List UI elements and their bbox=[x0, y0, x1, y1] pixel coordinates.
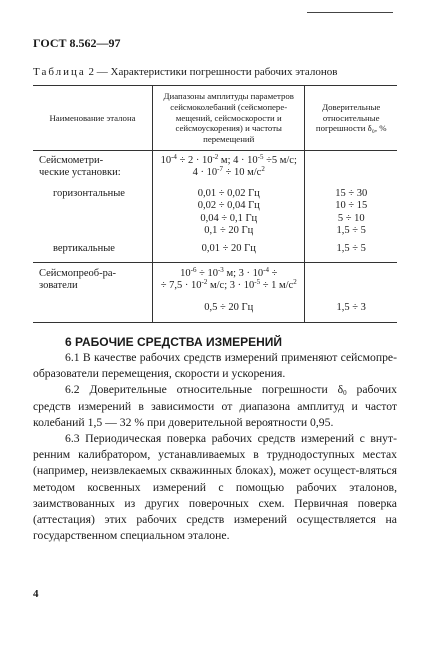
horizontal-freq: 0,01 ÷ 0,02 Гц bbox=[197, 187, 260, 199]
table-row bbox=[33, 237, 397, 262]
group2-range-line1: $10^{-6} \div 10^{-3}$ м; $3 \cdot 10^{-4}$ ÷ bbox=[180, 265, 278, 279]
table-caption-word: Таблица bbox=[33, 66, 86, 78]
group1-name-line1: Сейсмометри- bbox=[39, 155, 104, 166]
error-characteristics-table bbox=[33, 85, 397, 323]
horizontal-errors bbox=[305, 180, 397, 238]
column-header-name: Наименование эталона bbox=[33, 86, 153, 151]
paragraph-6-2: 6.2 Доверительные относительные погрешности $\delta_0$ рабочих средств измерений в зависимости от диапазона амплитуд и частот колебаний 1,5 — 32 % при доверительной вероятности 0,95. bbox=[33, 383, 398, 429]
column-header-errors: Доверительные относительные погрешности δ₀, % bbox=[305, 86, 397, 151]
group1-name-line2: ческие установки: bbox=[39, 167, 121, 179]
group2-range bbox=[153, 262, 305, 322]
horizontal-freqs bbox=[153, 180, 305, 238]
standard-header: ГОСТ 8.562—97 bbox=[33, 36, 121, 50]
table-caption-text: 2 — Характеристики погрешности рабочих эталонов bbox=[88, 66, 338, 78]
horizontal-error: 5 ÷ 10 bbox=[337, 212, 365, 224]
horizontal-error: 15 ÷ 30 bbox=[335, 187, 368, 199]
horizontal-label: горизонтальные bbox=[33, 180, 153, 238]
table-header-row bbox=[33, 86, 397, 151]
group1-name bbox=[33, 151, 153, 180]
section-title: 6 РАБОЧИЕ СРЕДСТВА ИЗМЕРЕНИЙ bbox=[65, 335, 283, 349]
group2-error: 1,5 ÷ 3 bbox=[305, 262, 397, 322]
table-caption bbox=[33, 66, 337, 78]
group1-range bbox=[153, 151, 305, 180]
horizontal-error: 10 ÷ 15 bbox=[335, 200, 368, 212]
table-row bbox=[33, 262, 397, 322]
vertical-freq: 0,01 ÷ 20 Гц bbox=[153, 237, 305, 262]
group2-range-line2: ÷ $7,5 \cdot 10^{-2}$ м/с; $3 \cdot 10^{-5} \div 1$ $м/с^2$ bbox=[160, 278, 297, 291]
paragraph-6-3: 6.3 Периодическая поверка рабочих средств измерений с внут-ренним калибратором, устанавливаемых в труднодоступных местах (например, неизвлекаемых скважинных блоках), может осущест-вляться методом косвенных измерений с помощью рабочих эталонов, заимствованных из других поверочных схем. Первичная поверка (аттестация) этих рабочих средств измерений осуществляется на государственном специальном эталоне. bbox=[33, 432, 397, 543]
column-header-ranges: Диапазоны амплитуды параметров сейсмоколебаний (сейсмопере-мещений, сейсмоскорости и сейсмоускорения) и частоты перемещений bbox=[153, 86, 305, 151]
table-row bbox=[33, 180, 397, 238]
horizontal-error: 1,5 ÷ 5 bbox=[336, 224, 366, 236]
group2-name bbox=[33, 262, 153, 322]
vertical-error: 1,5 ÷ 5 bbox=[336, 243, 366, 255]
horizontal-freq: 0,04 ÷ 0,1 Гц bbox=[200, 212, 258, 224]
table-row bbox=[33, 151, 397, 180]
group2-name-line1: Сейсмопреоб-ра- bbox=[39, 267, 116, 279]
group2-freq: 0,5 ÷ 20 Гц bbox=[204, 302, 254, 314]
paragraph-6-1: 6.1 В качестве рабочих средств измерений применяют сейсмопре-образователи перемещения, скорости и ускорения. bbox=[33, 351, 397, 381]
header-rule bbox=[307, 12, 393, 13]
group1-range-line1: $10^{-4} \div 2 \cdot 10^{-2}$ м; $4 \cdot 10^{-5} \div 5$ м/с; bbox=[160, 153, 297, 166]
group1-error-empty bbox=[305, 151, 397, 180]
vertical-label: вертикальные bbox=[33, 237, 153, 262]
section-body bbox=[33, 350, 397, 544]
horizontal-freq: 0,02 ÷ 0,04 Гц bbox=[197, 200, 260, 212]
horizontal-freq: 0,1 ÷ 20 Гц bbox=[204, 224, 254, 236]
page-number: 4 bbox=[33, 588, 39, 600]
group1-range-line2: $4 \cdot 10^{-7} \div 10$ $м/с^2$ bbox=[192, 165, 265, 179]
group2-name-line2: зователи bbox=[39, 280, 78, 291]
